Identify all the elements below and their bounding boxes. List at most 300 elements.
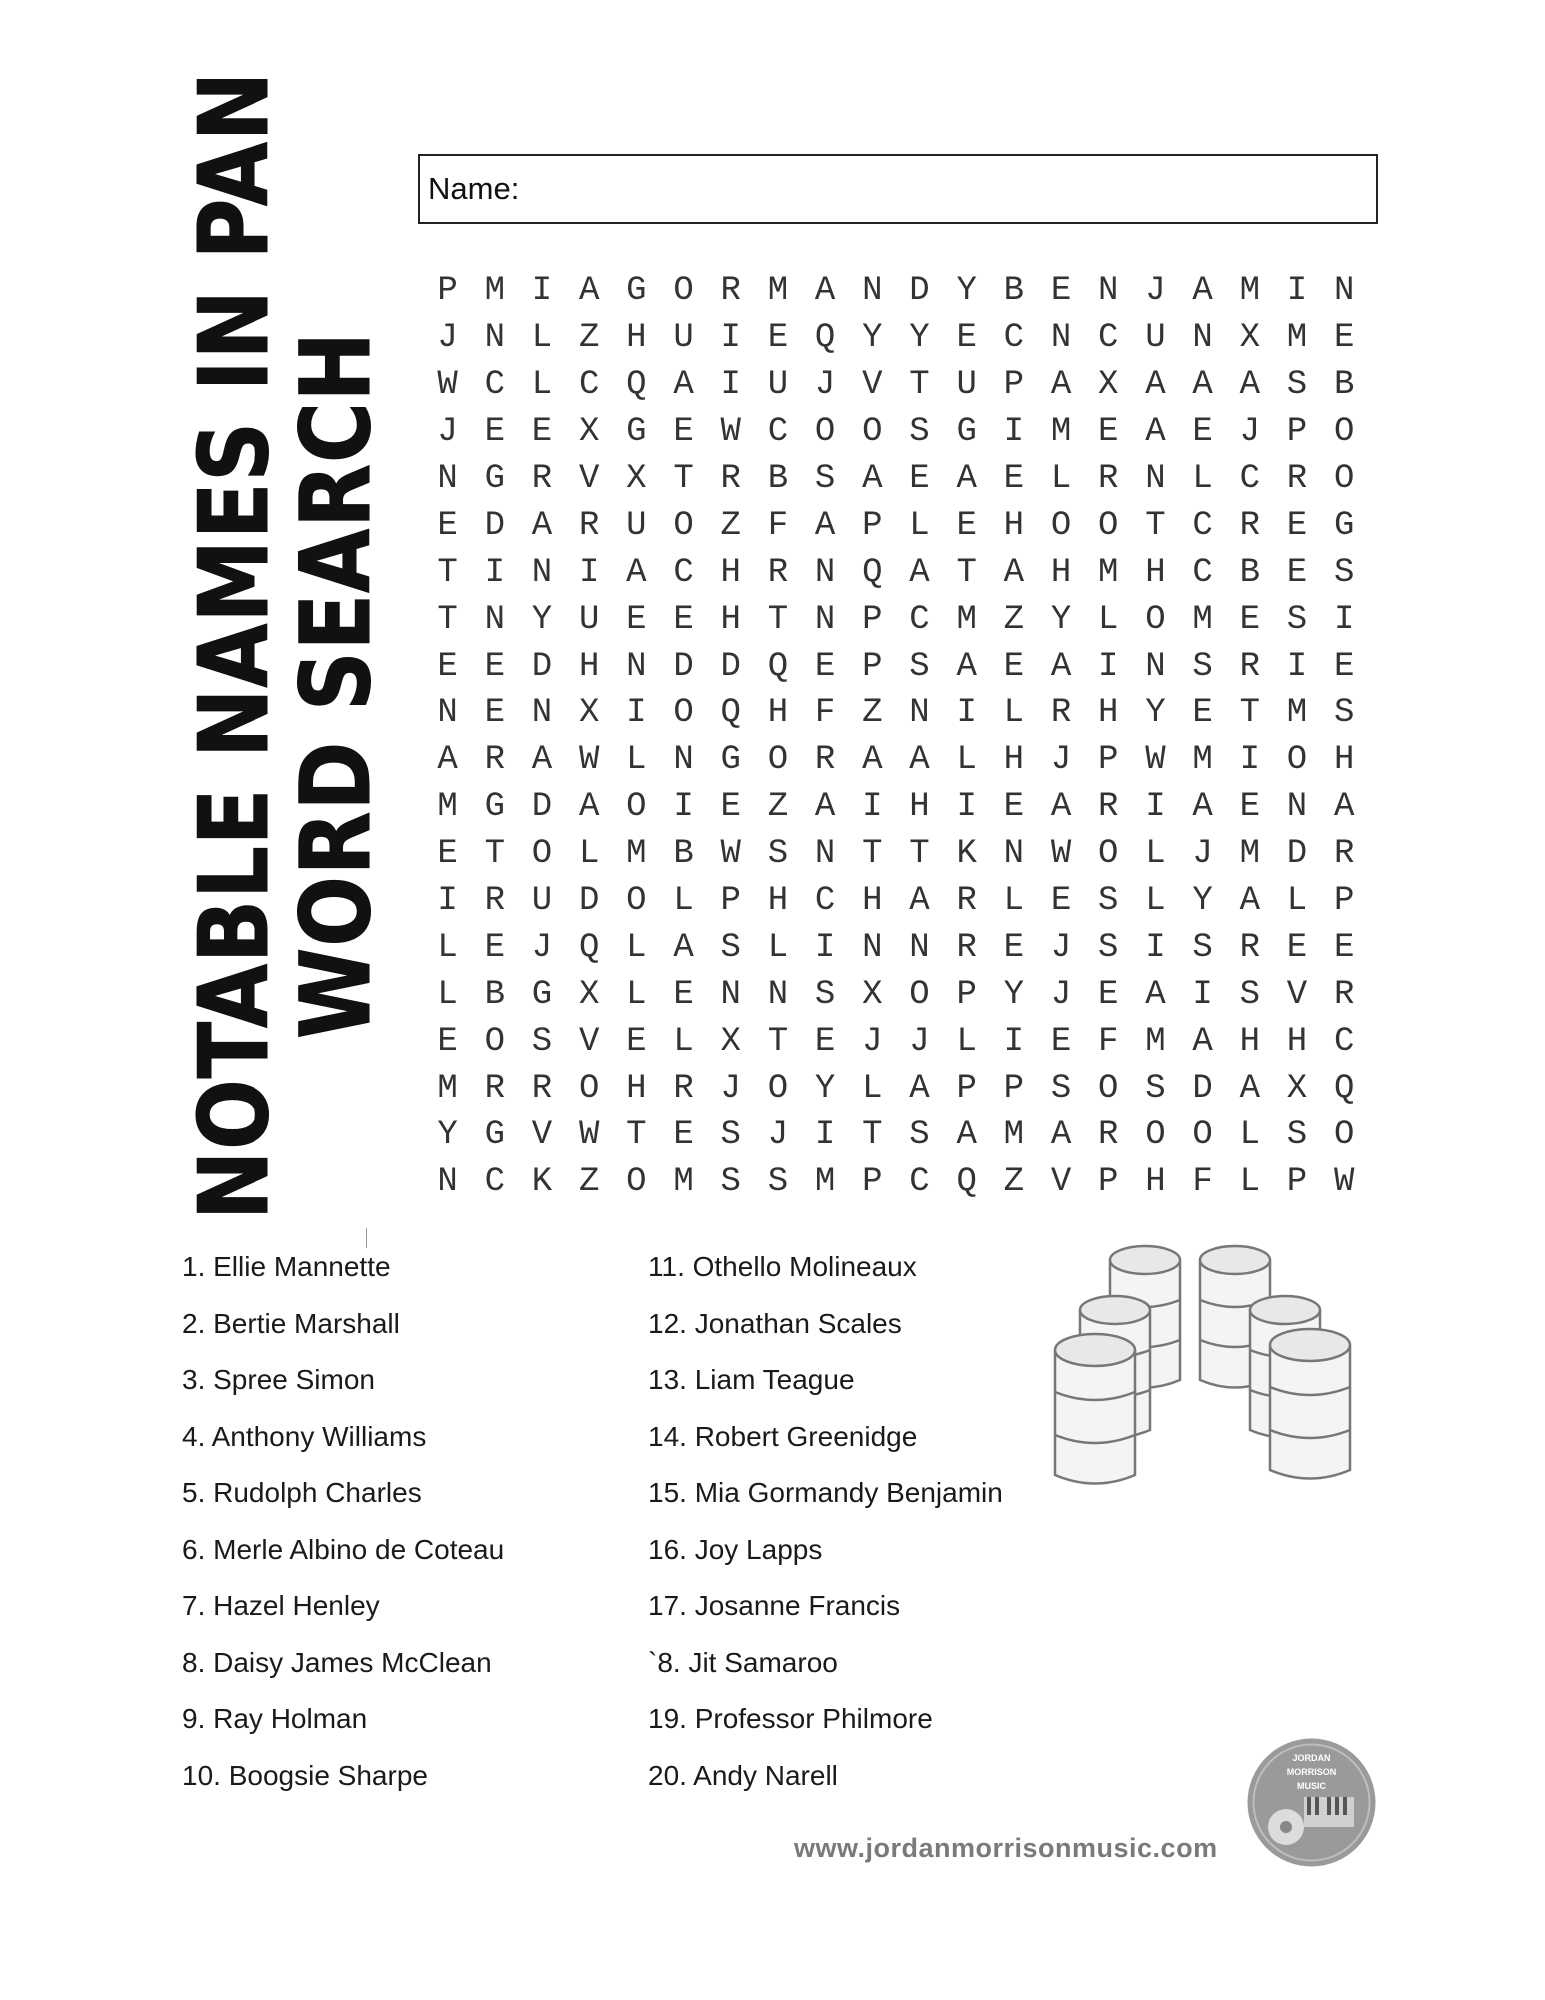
grid-letter: T xyxy=(626,1116,647,1155)
word-list-item: 14. Robert Greenidge xyxy=(648,1420,918,1452)
grid-letter: S xyxy=(720,928,741,967)
grid-letter: E xyxy=(1003,928,1025,967)
grid-letter: L xyxy=(673,1022,694,1061)
grid-letter: D xyxy=(1192,1069,1213,1108)
grid-letter: C xyxy=(1239,460,1260,498)
grid-letter: E xyxy=(1003,460,1025,498)
grid-letter: J xyxy=(720,1069,741,1108)
grid-letter: J xyxy=(1192,835,1213,874)
grid-letter: L xyxy=(1145,835,1166,874)
grid-letter: H xyxy=(1145,553,1166,592)
grid-letter: A xyxy=(1239,366,1260,405)
grid-letter: N xyxy=(720,975,741,1014)
grid-letter: I xyxy=(1286,272,1308,311)
grid-letter: S xyxy=(1286,1116,1308,1155)
grid-letter: P xyxy=(1286,1163,1308,1202)
grid-letter: Y xyxy=(1003,975,1025,1014)
grid-letter: F xyxy=(767,506,789,545)
grid-letter: T xyxy=(767,600,789,639)
grid-letter: N xyxy=(484,600,505,639)
logo-line-3: MUSIC xyxy=(1297,1781,1326,1791)
grid-letter: Y xyxy=(1050,600,1072,639)
grid-letter: A xyxy=(578,788,600,827)
grid-letter: R xyxy=(484,882,505,921)
logo-line-1: JORDAN xyxy=(1292,1753,1331,1763)
grid-letter: X xyxy=(626,460,647,498)
grid-letter: U xyxy=(956,366,977,405)
grid-letter: L xyxy=(1239,1116,1260,1155)
grid-letter: O xyxy=(626,788,647,827)
grid-letter: S xyxy=(1192,928,1213,967)
title-line-2: WORD SEARCH xyxy=(280,331,393,1039)
grid-letter: I xyxy=(1003,413,1025,452)
grid-letter: N xyxy=(814,835,836,874)
grid-letter: J xyxy=(862,1022,883,1061)
grid-letter: E xyxy=(1050,1022,1072,1061)
name-label: Name: xyxy=(428,171,520,206)
grid-letter: Z xyxy=(862,694,883,733)
grid-letter: I xyxy=(956,788,977,827)
word-list-item: 9. Ray Holman xyxy=(182,1703,368,1734)
grid-letter: O xyxy=(673,694,694,733)
drum-front-right xyxy=(1270,1329,1350,1479)
grid-letter: T xyxy=(437,553,458,592)
grid-letter: N xyxy=(484,319,505,358)
grid-letter: R xyxy=(1098,1116,1119,1155)
grid-letter: M xyxy=(1192,600,1213,639)
grid-letter: J xyxy=(531,928,553,967)
grid-letter: Z xyxy=(578,1163,600,1202)
grid-letter: E xyxy=(484,647,505,686)
grid-letter: Z xyxy=(767,788,789,827)
grid-letter: X xyxy=(1286,1069,1308,1108)
word-list-item: 13. Liam Teague xyxy=(648,1364,855,1395)
grid-letter: R xyxy=(814,741,836,780)
grid-letter: L xyxy=(1098,600,1119,639)
grid-letter: R xyxy=(956,882,977,921)
grid-letter: A xyxy=(1239,1069,1260,1108)
grid-letter: F xyxy=(814,694,836,733)
grid-letter: S xyxy=(909,413,930,452)
word-list-right xyxy=(648,1252,1003,1817)
grid-letter: L xyxy=(1286,882,1308,921)
grid-letter: P xyxy=(1333,882,1355,921)
grid-letter: S xyxy=(1192,647,1213,686)
grid-letter: I xyxy=(626,694,647,733)
grid-letter: D xyxy=(909,272,930,311)
grid-letter: H xyxy=(767,882,789,921)
grid-letter: T xyxy=(956,553,977,592)
grid-letter: A xyxy=(1192,1022,1213,1061)
grid-letter: L xyxy=(531,319,553,358)
steel-drums-icon xyxy=(1050,1230,1390,1500)
grid-letter: R xyxy=(484,741,505,780)
grid-letter: T xyxy=(862,835,883,874)
grid-letter: G xyxy=(484,460,505,498)
grid-letter: H xyxy=(720,600,741,639)
grid-letter: L xyxy=(626,741,647,780)
grid-letter: S xyxy=(720,1116,741,1155)
grid-letter: A xyxy=(437,741,458,780)
grid-letter: H xyxy=(626,319,647,358)
grid-letter: R xyxy=(1098,460,1119,498)
grid-letter: O xyxy=(1333,413,1355,452)
grid-letter: S xyxy=(1050,1069,1072,1108)
grid-letter: R xyxy=(531,460,553,498)
grid-letter: E xyxy=(626,600,647,639)
grid-letter: N xyxy=(862,928,883,967)
grid-letter: D xyxy=(484,506,505,545)
grid-letter: O xyxy=(862,413,883,452)
grid-letter: C xyxy=(484,366,505,405)
word-list-item: 7. Hazel Henley xyxy=(182,1590,380,1621)
grid-letter: U xyxy=(626,506,647,545)
grid-letter: H xyxy=(1333,741,1355,780)
grid-letter: E xyxy=(1333,928,1355,967)
grid-letter: P xyxy=(956,975,977,1014)
grid-letter: E xyxy=(956,506,977,545)
grid-letter: N xyxy=(531,694,553,733)
grid-letter: O xyxy=(1098,506,1119,545)
grid-letter: L xyxy=(1050,460,1072,498)
grid-letter: E xyxy=(1239,788,1260,827)
grid-letter: S xyxy=(1333,553,1355,592)
grid-letter: P xyxy=(862,647,883,686)
grid-letter: Q xyxy=(814,319,836,358)
grid-letter: L xyxy=(909,506,930,545)
grid-letter: E xyxy=(814,647,836,686)
grid-letter: R xyxy=(720,460,741,498)
grid-letter: H xyxy=(720,553,741,592)
grid-letter: A xyxy=(1050,788,1072,827)
grid-letter: W xyxy=(578,1116,600,1155)
grid-letter: Z xyxy=(578,319,600,358)
grid-letter: S xyxy=(909,1116,930,1155)
grid-letter: J xyxy=(909,1022,930,1061)
grid-letter: W xyxy=(1145,741,1166,780)
grid-letter: T xyxy=(484,835,505,874)
grid-letter: H xyxy=(1003,506,1025,545)
grid-letter: J xyxy=(437,413,458,452)
grid-letter: S xyxy=(1098,928,1119,967)
grid-letter: O xyxy=(1145,1116,1166,1155)
grid-letter: I xyxy=(437,882,458,921)
grid-letter: E xyxy=(767,319,789,358)
grid-letter: X xyxy=(578,413,600,452)
grid-letter: Q xyxy=(1333,1069,1355,1108)
grid-letter: H xyxy=(862,882,883,921)
grid-letter: O xyxy=(578,1069,600,1108)
grid-letter: I xyxy=(956,694,977,733)
grid-letter: E xyxy=(1050,272,1072,311)
grid-letter: O xyxy=(484,1022,505,1061)
grid-letter: T xyxy=(909,366,930,405)
grid-letter: T xyxy=(437,600,458,639)
grid-letter: A xyxy=(956,647,977,686)
grid-letter: E xyxy=(484,694,505,733)
word-list-item: `8. Jit Samaroo xyxy=(648,1646,838,1678)
grid-letter: M xyxy=(626,835,647,874)
grid-letter: O xyxy=(1098,835,1119,874)
grid-letter: M xyxy=(1286,694,1308,733)
grid-letter: B xyxy=(767,460,789,498)
grid-letter: G xyxy=(484,788,505,827)
grid-letter: J xyxy=(767,1116,789,1155)
grid-letter: M xyxy=(1192,741,1213,780)
grid-letter: S xyxy=(1098,882,1119,921)
grid-letter: V xyxy=(578,460,600,498)
grid-letter: I xyxy=(484,553,505,592)
grid-letter: E xyxy=(814,1022,836,1061)
grid-letter: M xyxy=(1003,1116,1025,1155)
grid-letter: E xyxy=(484,413,505,452)
grid-letter: S xyxy=(720,1163,741,1202)
grid-letter: X xyxy=(1098,366,1119,405)
grid-letter: A xyxy=(673,366,694,405)
grid-letter: N xyxy=(814,553,836,592)
grid-letter: M xyxy=(1098,553,1119,592)
grid-letter: A xyxy=(1192,788,1213,827)
grid-letter: P xyxy=(1003,1069,1025,1108)
grid-letter: P xyxy=(1286,413,1308,452)
grid-letter: S xyxy=(1239,975,1260,1014)
grid-letter: S xyxy=(1333,694,1355,733)
grid-letter: E xyxy=(1003,788,1025,827)
grid-letter: E xyxy=(1098,413,1119,452)
grid-letter: M xyxy=(437,788,458,827)
grid-letter: V xyxy=(531,1116,553,1155)
grid-letter: R xyxy=(1333,975,1355,1014)
grid-letter: K xyxy=(956,835,977,874)
grid-letter: S xyxy=(767,835,789,874)
jordan-morrison-music-logo-icon xyxy=(1244,1735,1379,1870)
grid-letter: Q xyxy=(578,928,600,967)
word-list-item: 12. Jonathan Scales xyxy=(648,1307,902,1339)
word-list-item: 17. Josanne Francis xyxy=(648,1590,901,1621)
grid-letter: W xyxy=(437,366,458,405)
grid-letter: S xyxy=(767,1163,789,1202)
grid-letter: N xyxy=(1050,319,1072,358)
grid-letter: P xyxy=(956,1069,977,1108)
grid-letter: A xyxy=(1333,788,1355,827)
grid-letter: N xyxy=(909,928,930,967)
grid-letter: A xyxy=(814,506,836,545)
grid-letter: R xyxy=(956,928,977,967)
grid-letter: I xyxy=(578,553,600,592)
grid-letter: A xyxy=(862,741,883,780)
grid-letter: J xyxy=(1050,975,1072,1014)
grid-letter: D xyxy=(531,647,553,686)
grid-letter: A xyxy=(956,460,977,498)
grid-letter: Z xyxy=(1003,600,1025,639)
grid-letter: E xyxy=(437,835,458,874)
grid-letter: E xyxy=(1050,882,1072,921)
grid-letter: B xyxy=(673,835,694,874)
grid-letter: T xyxy=(767,1022,789,1061)
logo-line-2: MORRISON xyxy=(1286,1767,1337,1777)
grid-letter: Z xyxy=(1003,1163,1025,1202)
divider-tick xyxy=(366,1228,367,1248)
grid-letter: J xyxy=(814,366,836,405)
grid-letter: T xyxy=(673,460,694,498)
grid-letter: I xyxy=(1145,788,1166,827)
grid-letter: D xyxy=(673,647,694,686)
grid-letter: O xyxy=(626,882,647,921)
grid-letter: M xyxy=(437,1069,458,1108)
grid-letter: E xyxy=(1333,647,1355,686)
grid-letter: O xyxy=(673,506,694,545)
grid-letter: H xyxy=(1286,1022,1308,1061)
grid-letter: S xyxy=(1145,1069,1166,1108)
grid-letter: E xyxy=(1286,553,1308,592)
grid-letter: F xyxy=(1192,1163,1213,1202)
grid-letter: S xyxy=(1286,366,1308,405)
grid-letter: O xyxy=(531,835,553,874)
grid-letter: O xyxy=(814,413,836,452)
grid-letter: X xyxy=(720,1022,741,1061)
grid-letter: M xyxy=(1286,319,1308,358)
grid-letter: N xyxy=(437,694,458,733)
grid-letter: E xyxy=(956,319,977,358)
grid-letter: C xyxy=(814,882,836,921)
grid-letter: M xyxy=(767,272,789,311)
grid-letter: Q xyxy=(956,1163,977,1202)
grid-letter: C xyxy=(1192,553,1213,592)
grid-letter: A xyxy=(1145,366,1166,405)
grid-letter: A xyxy=(1050,366,1072,405)
grid-letter: L xyxy=(531,366,553,405)
grid-letter: L xyxy=(578,835,600,874)
grid-letter: A xyxy=(1192,366,1213,405)
grid-letter: E xyxy=(437,1022,458,1061)
grid-letter: X xyxy=(578,975,600,1014)
word-list-item: 5. Rudolph Charles xyxy=(182,1477,422,1508)
grid-letter: E xyxy=(909,460,930,498)
grid-letter: Y xyxy=(814,1069,836,1108)
grid-letter: N xyxy=(626,647,647,686)
grid-letter: B xyxy=(1003,272,1025,311)
grid-letter: E xyxy=(1003,647,1025,686)
grid-letter: N xyxy=(1145,647,1166,686)
name-field[interactable] xyxy=(418,154,1378,224)
word-list-item: 11. Othello Molineaux xyxy=(648,1251,917,1282)
grid-letter: N xyxy=(814,600,836,639)
grid-letter: I xyxy=(720,366,741,405)
grid-letter: O xyxy=(1286,741,1308,780)
grid-letter: A xyxy=(1145,975,1166,1014)
website-url: www.jordanmorrisonmusic.com xyxy=(794,1833,1218,1863)
grid-letter: P xyxy=(1098,1163,1119,1202)
grid-letter: P xyxy=(862,506,883,545)
grid-letter: E xyxy=(484,928,505,967)
grid-letter: E xyxy=(720,788,741,827)
grid-letter: A xyxy=(909,741,930,780)
grid-letter: H xyxy=(1003,741,1025,780)
grid-letter: I xyxy=(720,319,741,358)
grid-letter: G xyxy=(484,1116,505,1155)
grid-letter: F xyxy=(1098,1022,1119,1061)
grid-letter: O xyxy=(1192,1116,1213,1155)
grid-letter: A xyxy=(909,1069,930,1108)
grid-letter: P xyxy=(437,272,458,311)
grid-letter: C xyxy=(1192,506,1213,545)
grid-letter: J xyxy=(1145,272,1166,311)
grid-letter: E xyxy=(1239,600,1260,639)
grid-letter: J xyxy=(437,319,458,358)
grid-letter: X xyxy=(1239,319,1260,358)
grid-letter: W xyxy=(578,741,600,780)
grid-letter: I xyxy=(814,928,836,967)
grid-letter: N xyxy=(673,741,694,780)
grid-letter: S xyxy=(814,460,836,498)
grid-letter: O xyxy=(1333,1116,1355,1155)
grid-letter: R xyxy=(1286,460,1308,498)
grid-letter: M xyxy=(814,1163,836,1202)
grid-letter: R xyxy=(1239,647,1260,686)
grid-letter: V xyxy=(1050,1163,1072,1202)
grid-letter: S xyxy=(909,647,930,686)
grid-letter: B xyxy=(1333,366,1355,405)
grid-letter: B xyxy=(1239,553,1260,592)
grid-letter: U xyxy=(673,319,694,358)
word-list-item: 2. Bertie Marshall xyxy=(182,1307,400,1339)
grid-letter: R xyxy=(578,506,600,545)
grid-letter: D xyxy=(578,882,600,921)
word-list-item: 1. Ellie Mannette xyxy=(182,1251,391,1282)
grid-letter: C xyxy=(909,600,930,639)
grid-letter: T xyxy=(1145,506,1166,545)
grid-letter: I xyxy=(1286,647,1308,686)
grid-letter: L xyxy=(626,928,647,967)
grid-letter: L xyxy=(1239,1163,1260,1202)
grid-letter: H xyxy=(767,694,789,733)
worksheet-title xyxy=(170,70,393,1220)
grid-letter: A xyxy=(814,788,836,827)
grid-letter: Y xyxy=(1145,694,1166,733)
grid-letter: W xyxy=(720,835,741,874)
word-list-item: 6. Merle Albino de Coteau xyxy=(182,1533,505,1565)
word-list-item: 4. Anthony Williams xyxy=(182,1420,427,1452)
grid-letter: R xyxy=(484,1069,505,1108)
grid-letter: L xyxy=(626,975,647,1014)
grid-letter: T xyxy=(909,835,930,874)
grid-letter: V xyxy=(578,1022,600,1061)
grid-letter: N xyxy=(1145,460,1166,498)
grid-letter: Y xyxy=(531,600,553,639)
grid-letter: J xyxy=(1050,741,1072,780)
grid-letter: W xyxy=(1333,1163,1355,1202)
grid-letter: S xyxy=(1286,600,1308,639)
grid-letter: R xyxy=(1050,694,1072,733)
grid-letter: N xyxy=(437,1163,458,1202)
grid-letter: A xyxy=(909,553,930,592)
grid-letter: A xyxy=(531,506,553,545)
word-list-item: 20. Andy Narell xyxy=(648,1759,838,1791)
grid-letter: N xyxy=(1003,835,1025,874)
word-search-grid xyxy=(424,268,1384,1206)
grid-letter: C xyxy=(1333,1022,1355,1061)
grid-letter: O xyxy=(673,272,694,311)
grid-letter: A xyxy=(1239,882,1260,921)
grid-letter: I xyxy=(1192,975,1213,1014)
grid-letter: U xyxy=(531,882,553,921)
grid-letter: Q xyxy=(862,553,883,592)
grid-letter: L xyxy=(767,928,789,967)
grid-letter: R xyxy=(1098,788,1119,827)
grid-letter: L xyxy=(956,1022,977,1061)
grid-letter: E xyxy=(1192,413,1213,452)
grid-letter: A xyxy=(1050,647,1072,686)
